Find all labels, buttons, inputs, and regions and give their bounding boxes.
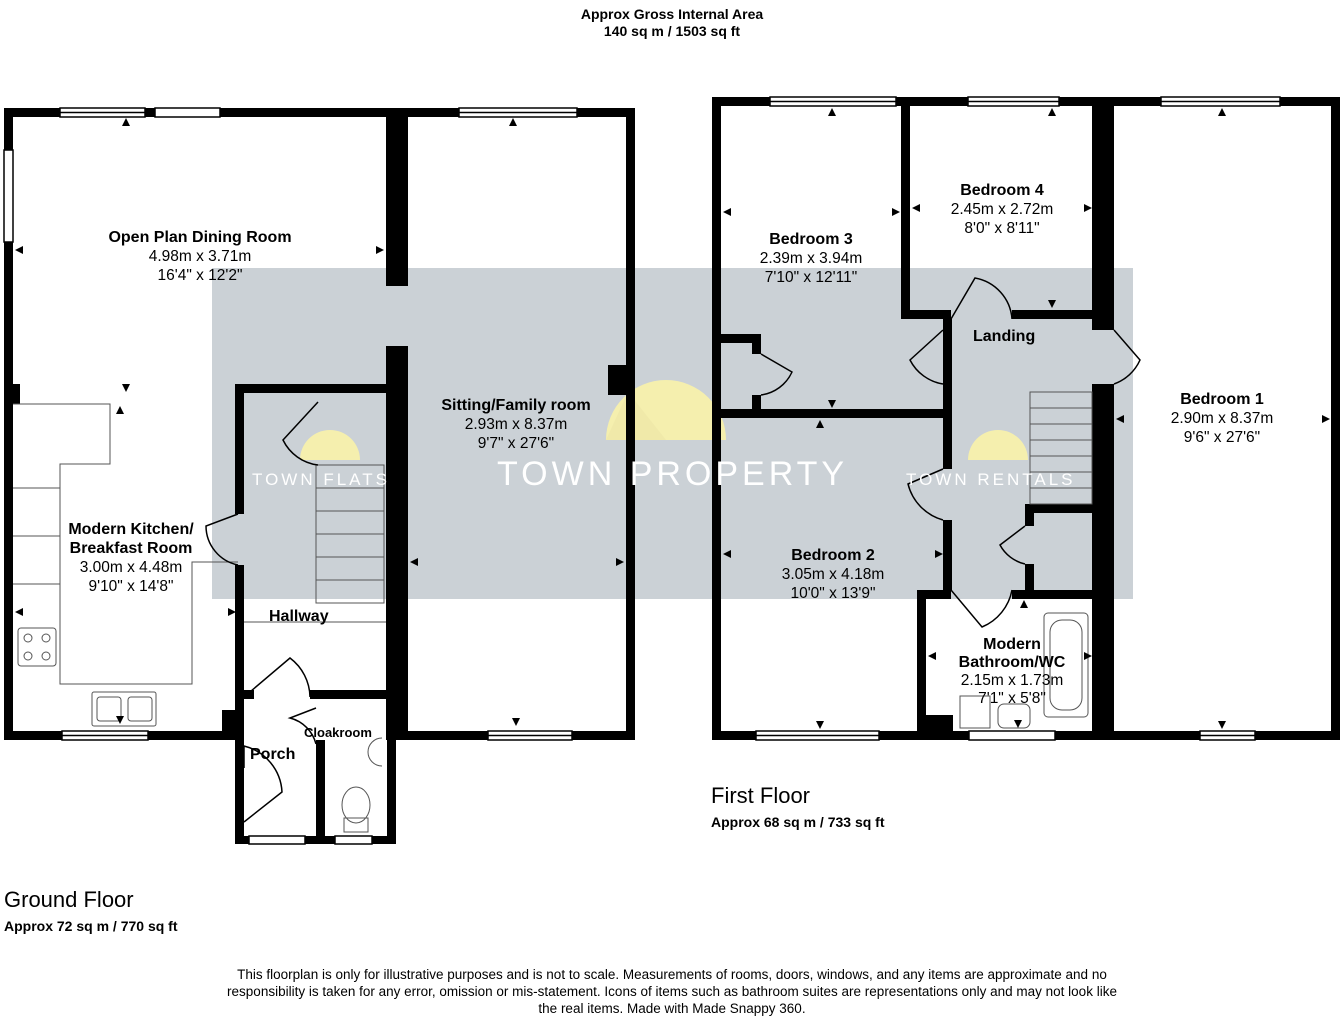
watermark-left-text: TOWN FLATS xyxy=(252,470,390,489)
gross-area-header xyxy=(581,6,763,40)
room-name: Bedroom 1 xyxy=(1180,391,1264,408)
room-bedroom3 xyxy=(760,230,863,287)
first-floor-area: Approx 68 sq m / 733 sq ft xyxy=(711,814,885,830)
room-metric: 2.93m x 8.37m xyxy=(464,416,568,433)
room-name: Bedroom 2 xyxy=(791,547,875,564)
room-metric: 3.05m x 4.18m xyxy=(781,566,885,583)
room-imperial: 9'6" x 27'6" xyxy=(1183,429,1261,446)
room-bedroom4 xyxy=(951,181,1054,238)
room-metric: 2.45m x 2.72m xyxy=(950,201,1054,218)
room-name: Modern xyxy=(983,636,1041,653)
room-bathroom xyxy=(959,636,1066,708)
room-porch: Porch xyxy=(250,746,296,763)
room-kitchen xyxy=(68,520,193,596)
watermark-right-text: TOWN RENTALS xyxy=(906,470,1076,489)
room-imperial: 16'4" x 12'2" xyxy=(157,267,243,284)
room-imperial: 10'0" x 13'9" xyxy=(790,585,876,602)
room-imperial: 7'1" x 5'8" xyxy=(978,690,1046,707)
room-imperial: 7'10" x 12'11" xyxy=(764,269,858,286)
watermark-main-text: TOWN PROPERTY xyxy=(497,455,849,493)
gross-area-value: 140 sq m / 1503 sq ft xyxy=(603,23,741,39)
disclaimer-text: This floorplan is only for illustrative purposes and is not to scale. Measurements of rooms, doors, windows, and any items are approximate and no responsibility is taken for any error, omission or mis-statement. Icons of items such as bathroom suites are representations only and may not look like the real items. Made with Made Snappy 360. xyxy=(227,967,1117,1016)
room-name-line2: Breakfast Room xyxy=(69,540,193,557)
room-metric: 3.00m x 4.48m xyxy=(79,559,183,576)
room-imperial: 8'0" x 8'11" xyxy=(964,220,1040,237)
first-floor-title: First Floor xyxy=(711,783,810,808)
room-landing: Landing xyxy=(973,328,1036,345)
room-metric: 2.15m x 1.73m xyxy=(960,672,1064,689)
room-hallway: Hallway xyxy=(269,608,329,625)
room-name: Bedroom 3 xyxy=(769,231,853,248)
room-imperial: 9'10" x 14'8" xyxy=(88,578,174,595)
room-name: Sitting/Family room xyxy=(441,397,591,414)
room-name: Bedroom 4 xyxy=(960,182,1044,199)
gross-area-title: Approx Gross Internal Area xyxy=(580,6,764,22)
room-sitting xyxy=(441,396,590,453)
room-dining xyxy=(108,228,291,285)
ground-floor-title: Ground Floor xyxy=(4,887,134,912)
room-name: Open Plan Dining Room xyxy=(108,229,292,246)
room-metric: 4.98m x 3.71m xyxy=(148,248,252,265)
room-bedroom2 xyxy=(782,546,885,603)
room-metric: 2.90m x 8.37m xyxy=(1170,410,1274,427)
room-cloakroom: Cloakroom xyxy=(304,725,372,740)
room-name: Modern Kitchen/ xyxy=(68,521,194,538)
room-metric: 2.39m x 3.94m xyxy=(759,250,863,267)
room-bedroom1 xyxy=(1171,390,1274,447)
room-imperial: 9'7" x 27'6" xyxy=(477,435,555,452)
ground-floor-area: Approx 72 sq m / 770 sq ft xyxy=(4,918,178,934)
room-name-line2: Bathroom/WC xyxy=(958,654,1066,671)
